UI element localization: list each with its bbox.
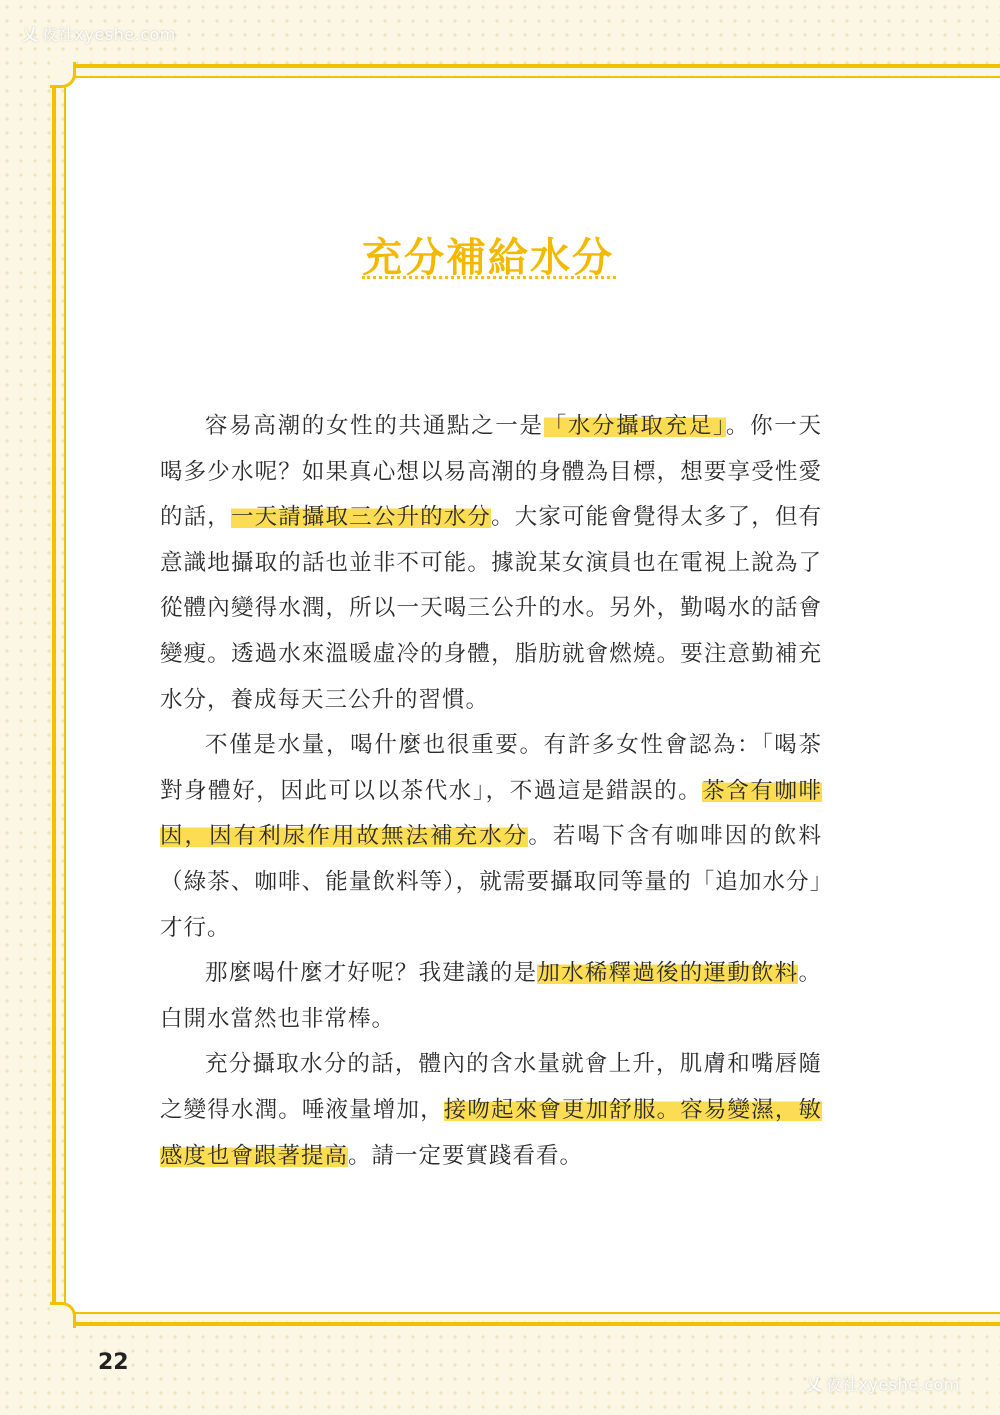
text-segment: 。若喝下含有咖啡因的飲料（綠茶、咖啡、能量飲料等），就需要攝取同等量的「追加水分」才行。 xyxy=(160,823,822,941)
text-segment: 那麼喝什麼才好呢？我建議的是 xyxy=(205,960,538,987)
watermark-logo-icon: 乂 xyxy=(806,1375,823,1394)
text-segment: 不僅是水量，喝什麼也很重要。有許多女性會認為：「喝茶對身體好，因此可以以茶代水」，不過這是錯誤的。 xyxy=(160,732,822,804)
article-body xyxy=(160,404,822,1179)
text-segment: 。請一定要實踐看看。 xyxy=(348,1142,584,1169)
highlighted-text: 茶含有咖啡因，因有利尿作用故無法補充水分 xyxy=(160,777,822,850)
text-segment: 充分攝取水分的話，體內的含水量就會上升，肌膚和嘴唇隨之變得水潤。唾液量增加， xyxy=(160,1051,822,1123)
text-segment: 。白開水當然也非常棒。 xyxy=(160,960,822,1032)
page-number: 22 xyxy=(98,1350,129,1375)
watermark-bottom xyxy=(806,1372,960,1395)
text-segment: 。大家可能會覺得太多了，但有意識地攝取的話也並非不可能。據說某女演員也在電視上說為了從體內變得水潤，所以一天喝三公升的水。另外，勤喝水的話會變瘦。透過水來溫暖虛冷的身體，脂肪就會燃燒。要注意勤補充水分，養成每天三公升的習慣。 xyxy=(160,504,822,713)
text-segment: 容易高潮的女性的共通點之一是 xyxy=(205,413,544,439)
highlighted-text: 一天請攝取三公升的水分 xyxy=(230,504,492,531)
paragraph xyxy=(160,951,822,1042)
highlighted-text: 接吻起來會更加舒服。容易變濕，敏感度也會跟著提高 xyxy=(160,1096,822,1169)
highlighted-text: 加水稀釋過後的運動飲料 xyxy=(537,960,799,987)
watermark-text: 夜社xyeshe.com xyxy=(41,25,176,44)
watermark-text: 夜社xyeshe.com xyxy=(825,1375,960,1394)
watermark-logo-icon: 乂 xyxy=(22,25,39,44)
page-title: 充分補給水分 xyxy=(362,235,614,281)
paragraph xyxy=(160,404,822,723)
title-underline xyxy=(362,276,616,279)
frame-corner-bottom-left xyxy=(50,1302,76,1328)
watermark-top xyxy=(22,22,176,45)
text-segment: 。你一天喝多少水呢？如果真心想以易高潮的身體為目標，想要享受性愛的話， xyxy=(160,413,822,531)
paragraph xyxy=(160,1042,822,1179)
highlighted-text: 「水分攝取充足」 xyxy=(543,413,726,439)
paragraph xyxy=(160,723,822,951)
